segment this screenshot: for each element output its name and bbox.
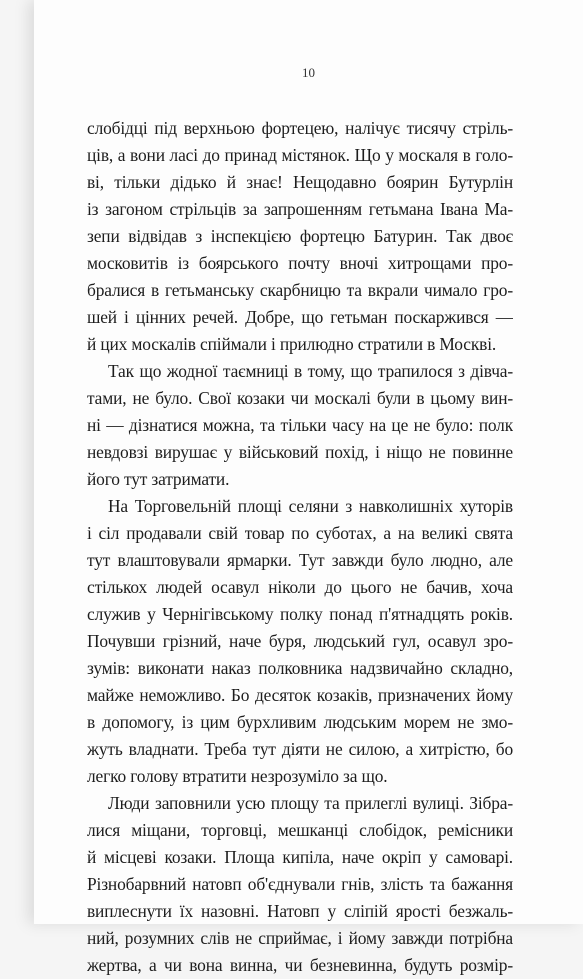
text-line: зепи відвідав з інспекцією фортецю Батурин. Так двоє bbox=[87, 226, 513, 246]
text-line: бралися в гетьманську скарбницю та вкрали чимало гро- bbox=[87, 280, 513, 300]
body-text bbox=[87, 115, 513, 979]
text-line: тами, не було. Свої козаки чи москалі були в цьому вин- bbox=[87, 388, 513, 408]
text-line: ні — дізнатися можна, та тільки часу на це не було: полк bbox=[87, 415, 513, 435]
text-line: ві, тільки дідько й знає! Нещодавно боярин Бутурлін bbox=[87, 172, 513, 192]
text-line: в допомогу, із цим бурхливим людським морем не змо- bbox=[87, 712, 513, 732]
text-line: жертва, а чи вона винна, чи безневинна, будуть розмір- bbox=[87, 955, 513, 975]
book-page bbox=[34, 0, 583, 975]
text-line: лися міщани, торговці, мешканці слобідок, ремісники bbox=[87, 820, 513, 840]
text-line: виплеснути їх назовні. Натовп у сліпій ярості безжаль- bbox=[87, 901, 513, 921]
text-line: й місцеві козаки. Площа кипіла, наче окріп у самоварі. bbox=[87, 847, 513, 867]
text-line: і сіл продавали свій товар по суботах, а на великі свята bbox=[87, 523, 513, 543]
text-line: майже неможливо. Бо десяток козаків, призначених йому bbox=[87, 685, 513, 705]
text-line: шей і цінних речей. Добре, що гетьман поскаржився — bbox=[87, 307, 513, 327]
text-line: стількох людей осавул ніколи до цього не бачив, хоча bbox=[87, 577, 513, 597]
page-number: 10 bbox=[302, 65, 315, 80]
text-line: Різнобарвний натовп об'єднували гнів, злість та бажання bbox=[87, 874, 513, 894]
text-line: На Торговельній площі селяни з навколишніх хуторів bbox=[108, 496, 513, 516]
text-line: слобідці під верхньою фортецею, налічує тисячу стріль- bbox=[87, 118, 513, 138]
text-line: легко голову втратити незрозуміло за що. bbox=[87, 766, 388, 786]
text-line: тут влаштовували ярмарки. Тут завжди було людно, але bbox=[87, 550, 513, 570]
text-line: й цих москалів спіймали і прилюдно стратили в Москві. bbox=[87, 334, 497, 354]
text-line: із загоном стрільців за запрошенням гетьмана Івана Ма- bbox=[87, 199, 513, 219]
text-line: його тут затримати. bbox=[87, 469, 230, 489]
text-line: служив у Чернігівському полку понад п'ятнадцять років. bbox=[87, 604, 513, 624]
text-line: Люди заповнили усю площу та прилеглі вулиці. Зібра- bbox=[108, 793, 513, 813]
text-line: зумів: виконати наказ полковника надзвичайно складно, bbox=[87, 658, 513, 678]
text-line: Почувши грізний, наче буря, людський гул, осавул зро- bbox=[87, 631, 513, 651]
text-line: Так що жодної таємниці в тому, що трапилося з дівча- bbox=[108, 361, 513, 381]
text-line: жуть владнати. Треба тут діяти не силою, а хитрістю, бо bbox=[87, 739, 513, 759]
text-line: невдовзі вирушає у військовий похід, і ніщо не повинне bbox=[87, 442, 513, 462]
text-line: ців, а вони ласі до принад містянок. Що у москаля в голо- bbox=[87, 145, 513, 165]
text-line: ний, розумних слів не сприймає, і йому завжди потрібна bbox=[87, 928, 513, 948]
text-line: московитів із боярського почту вночі хитрощами про- bbox=[87, 253, 513, 273]
